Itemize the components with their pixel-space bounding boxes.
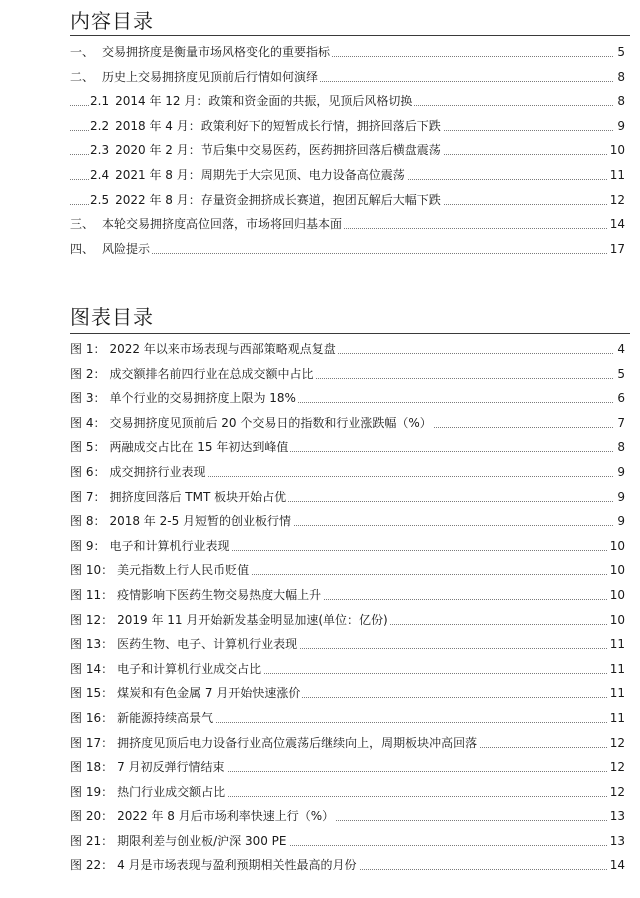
entry-number: 图 9：	[70, 538, 106, 553]
entry-label	[70, 411, 434, 436]
entry-number: 图 16：	[70, 710, 114, 725]
entry-title: 热门行业成交额占比	[117, 784, 226, 799]
page-number: 14	[607, 853, 625, 878]
entry-number: 图 19：	[70, 784, 114, 799]
entry-title: 电子和计算机行业表现	[109, 538, 230, 553]
entry-label	[70, 657, 263, 682]
page-number: 17	[607, 237, 625, 262]
entry-number: 图 8：	[70, 514, 106, 529]
page-number: 11	[607, 706, 625, 731]
entry-number: 图 10：	[70, 563, 114, 578]
entry-title: 2019 年 11 月开始新发基金明显加速(单位：亿份)	[117, 612, 388, 627]
entry-number: 图 18：	[70, 760, 114, 775]
figures-title: 图表目录	[70, 305, 154, 329]
entry-label	[70, 534, 231, 559]
figure-entry[interactable]	[70, 608, 625, 633]
entry-label	[70, 804, 336, 829]
entry-label	[70, 755, 227, 780]
page-number: 6	[614, 386, 625, 411]
toc-entry[interactable]	[70, 138, 625, 163]
entry-number: 图 17：	[70, 735, 114, 750]
entry-title: 拥挤度回落后 TMT 板块开始占优	[109, 489, 287, 504]
page-number: 11	[607, 657, 625, 682]
toc-entry[interactable]	[70, 163, 625, 188]
page-number: 11	[607, 681, 625, 706]
page-number: 10	[607, 583, 625, 608]
page-number: 8	[614, 89, 625, 114]
page-number: 9	[614, 485, 625, 510]
figure-entry[interactable]	[70, 460, 625, 485]
entry-title: 交易拥挤度是衡量市场风格变化的重要指标	[102, 45, 331, 59]
figure-entry[interactable]	[70, 681, 625, 706]
figure-entry[interactable]	[70, 337, 625, 362]
figure-entry[interactable]	[70, 829, 625, 854]
page-number: 9	[614, 114, 625, 139]
figure-entry[interactable]	[70, 509, 625, 534]
entry-title: 期限利差与创业板/沪深 300 PE	[117, 833, 287, 848]
entry-number: 四、	[70, 241, 95, 256]
figure-entry[interactable]	[70, 362, 625, 387]
entry-number: 图 15：	[70, 686, 114, 701]
entry-label	[70, 853, 359, 878]
entry-label	[70, 337, 338, 362]
entry-title: 单个行业的交易拥挤度上限为 18%	[109, 391, 296, 406]
entry-title: 2022 年 8 月后市场利率快速上行（%）	[117, 809, 335, 824]
entry-number: 一、	[70, 45, 95, 59]
toc-entry[interactable]	[70, 65, 625, 90]
figure-entry[interactable]	[70, 706, 625, 731]
entry-number: 三、	[70, 217, 95, 232]
entry-title: 拥挤度见顶后电力设备行业高位震荡后继续向上，周期板块冲高回落	[117, 735, 478, 750]
entry-label	[70, 632, 299, 657]
contents-divider	[70, 35, 630, 36]
toc-entry[interactable]	[70, 237, 625, 262]
entry-label	[70, 829, 289, 854]
page-number: 8	[614, 65, 625, 90]
figure-entry[interactable]	[70, 804, 625, 829]
entry-number: 图 3：	[70, 391, 106, 406]
entry-label	[70, 681, 302, 706]
entry-title: 2018 年 2-5 月短暂的创业板行情	[109, 514, 292, 529]
page-number: 5	[614, 40, 625, 65]
entry-title: 煤炭和有色金属 7 月开始快速涨价	[117, 686, 301, 701]
entry-label	[70, 460, 207, 485]
entry-label	[70, 706, 215, 731]
entry-number: 2.4	[90, 167, 110, 182]
entry-number: 图 7：	[70, 489, 106, 504]
page-number: 12	[607, 755, 625, 780]
page-number: 9	[614, 460, 625, 485]
figure-entry[interactable]	[70, 853, 625, 878]
entry-label	[70, 65, 320, 90]
figure-entry[interactable]	[70, 755, 625, 780]
entry-title: 成交拥挤行业表现	[109, 464, 206, 479]
entry-title: 新能源持续高景气	[117, 710, 214, 725]
entry-title: 两融成交占比在 15 年初达到峰值	[109, 440, 289, 455]
entry-number: 图 20：	[70, 809, 114, 824]
entry-title: 2022 年以来市场表现与西部策略观点复盘	[109, 342, 336, 356]
entry-title: 美元指数上行人民币贬值	[117, 563, 250, 578]
figures-divider	[70, 333, 630, 334]
entry-number: 图 6：	[70, 464, 106, 479]
entry-title: 疫情影响下医药生物交易热度大幅上升	[117, 587, 322, 602]
entry-number: 图 13：	[70, 637, 114, 652]
entry-label	[70, 386, 298, 411]
figure-entry[interactable]	[70, 411, 625, 436]
page-number: 11	[607, 163, 625, 188]
page-number: 7	[614, 411, 625, 436]
figure-entry[interactable]	[70, 435, 625, 460]
page-number: 12	[607, 731, 625, 756]
entry-number: 图 5：	[70, 440, 106, 455]
entry-title: 本轮交易拥挤度高位回落，市场将回归基本面	[102, 217, 343, 232]
entry-label	[70, 362, 315, 387]
entry-title: 电子和计算机行业成交占比	[117, 661, 262, 676]
entry-number: 二、	[70, 69, 95, 84]
entry-label	[70, 608, 390, 633]
entry-title: 2020 年 2 月：节后集中交易医药，医药拥挤回落后横盘震荡	[115, 143, 441, 158]
entry-label	[70, 583, 323, 608]
entry-title: 2021 年 8 月：周期先于大宗见顶、电力设备高位震荡	[115, 167, 405, 182]
figure-entry[interactable]	[70, 632, 625, 657]
entry-title: 风险提示	[102, 241, 151, 256]
entry-label	[70, 485, 288, 510]
figure-entry[interactable]	[70, 386, 625, 411]
page-number: 12	[607, 188, 625, 213]
figure-entry[interactable]	[70, 534, 625, 559]
page-number: 11	[607, 632, 625, 657]
figure-entry[interactable]	[70, 780, 625, 805]
entry-label	[90, 188, 443, 213]
entry-label	[90, 114, 443, 139]
entry-title: 4 月是市场表现与盈利预期相关性最高的月份	[117, 858, 357, 873]
entry-title: 2018 年 4 月：政策利好下的短暂成长行情，拥挤回落后下跌	[115, 118, 441, 133]
entry-title: 2014 年 12 月：政策和资金面的共振，见顶后风格切换	[115, 94, 413, 109]
entry-title: 7 月初反弹行情结束	[117, 760, 225, 775]
entry-number: 图 21：	[70, 833, 114, 848]
entry-label	[70, 509, 293, 534]
entry-title: 交易拥挤度见顶前后 20 个交易日的指数和行业涨跌幅（%）	[109, 415, 432, 430]
entry-label	[70, 731, 479, 756]
figure-entry[interactable]	[70, 485, 625, 510]
entry-number: 图 4：	[70, 415, 106, 430]
entry-number: 图 2：	[70, 366, 106, 381]
page-number: 10	[607, 558, 625, 583]
page-number: 10	[607, 138, 625, 163]
page-number: 8	[614, 435, 625, 460]
entry-number: 图 12：	[70, 612, 114, 627]
entry-number: 2.2	[90, 118, 110, 133]
figure-entry[interactable]	[70, 731, 625, 756]
page-number: 9	[614, 509, 625, 534]
entry-label	[90, 89, 414, 114]
contents-list	[70, 40, 625, 261]
page-number: 10	[607, 534, 625, 559]
page-number: 14	[607, 212, 625, 237]
entry-label	[70, 237, 152, 262]
toc-entry[interactable]	[70, 40, 625, 65]
entry-number: 2.5	[90, 192, 110, 207]
entry-title: 2022 年 8 月：存量资金拥挤成长赛道，抱团瓦解后大幅下跌	[115, 192, 441, 207]
entry-number: 2.1	[90, 94, 110, 109]
entry-label	[70, 558, 251, 583]
entry-label	[70, 780, 227, 805]
figures-list	[70, 337, 625, 878]
page-number: 10	[607, 608, 625, 633]
entry-number: 图 22：	[70, 858, 114, 873]
page-number: 12	[607, 780, 625, 805]
toc-entry[interactable]	[70, 114, 625, 139]
entry-number: 图 11：	[70, 587, 114, 602]
dot-leader	[70, 253, 625, 254]
toc-entry[interactable]	[70, 188, 625, 213]
toc-entry[interactable]	[70, 89, 625, 114]
page-number: 4	[614, 337, 625, 362]
figure-entry[interactable]	[70, 657, 625, 682]
entry-title: 医药生物、电子、计算机行业表现	[117, 637, 298, 652]
entry-label	[70, 435, 290, 460]
entry-title: 历史上交易拥挤度见顶前后行情如何演绎	[102, 69, 319, 84]
entry-number: 图 14：	[70, 661, 114, 676]
figure-entry[interactable]	[70, 583, 625, 608]
entry-number: 2.3	[90, 143, 110, 158]
entry-label	[90, 138, 443, 163]
contents-title: 内容目录	[70, 9, 154, 33]
figure-entry[interactable]	[70, 558, 625, 583]
page-number: 13	[607, 804, 625, 829]
entry-title: 成交额排名前四行业在总成交额中占比	[109, 366, 314, 381]
page-number: 13	[607, 829, 625, 854]
entry-label	[90, 163, 407, 188]
entry-label	[70, 212, 344, 237]
entry-number: 图 1：	[70, 342, 106, 356]
toc-entry[interactable]	[70, 212, 625, 237]
entry-label	[70, 40, 332, 65]
page-number: 5	[614, 362, 625, 387]
